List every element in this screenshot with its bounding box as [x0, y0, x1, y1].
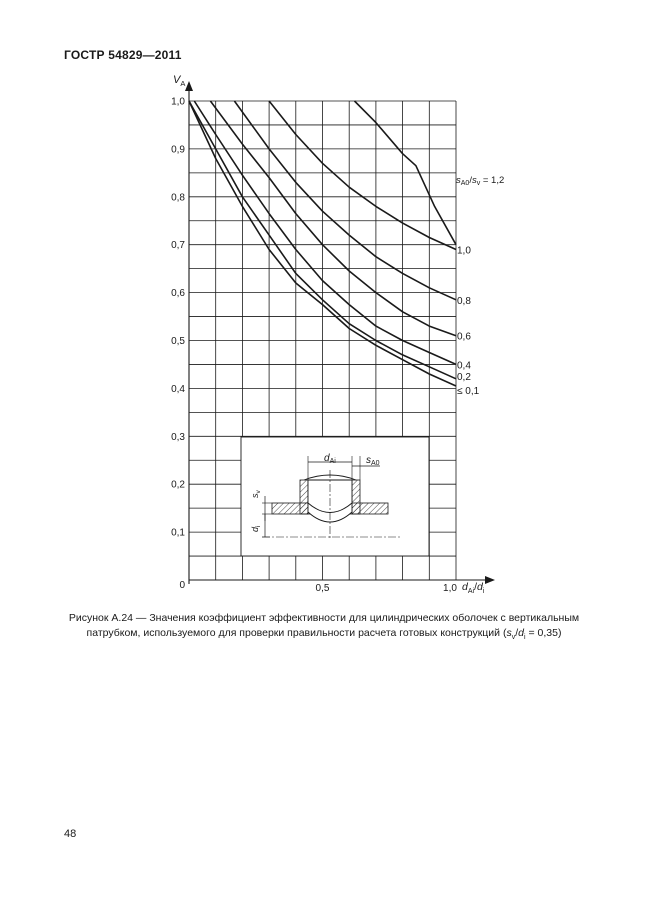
figure-caption [64, 611, 584, 645]
series-line [194, 101, 456, 364]
x-axis-label: $d_{Ai}/d_i$ [462, 581, 485, 595]
inset-label-sA0: $s_{A0}$ [366, 455, 380, 467]
series-label: 1,0 [457, 245, 471, 257]
y-tick-label: 0,1 [171, 527, 185, 539]
series-line [269, 101, 456, 250]
series-label: 0,4 [457, 360, 471, 372]
y-tick-label: 0,9 [171, 144, 185, 156]
curve-parameter-label: $s_{A0}/s_v = 1,2$ [456, 175, 505, 187]
series-label: 0,8 [457, 295, 471, 307]
y-tick-label: 0,2 [171, 479, 185, 491]
x-tick-label: 1,0 [443, 583, 457, 594]
series-line [210, 101, 456, 336]
page-number: 48 [64, 828, 77, 840]
series-labels [457, 245, 480, 397]
y-axis-label: $V_A$ [173, 74, 186, 88]
inset-label-dAi: $d_{Ai}$ [324, 453, 336, 465]
y-tick-label: 0,5 [171, 336, 185, 347]
nozzle-inset-diagram [241, 437, 429, 556]
y-tick-label: 0,3 [171, 431, 185, 443]
x-axis-arrow [485, 576, 495, 584]
series-label: 0,2 [457, 371, 471, 383]
inset-label-di: $d_i$ [250, 525, 262, 532]
y-tick-label: 0,6 [171, 288, 185, 300]
inset-label-sv: $s_v$ [250, 490, 262, 498]
caption-line-2: патрубком, используемого для проверки правильности расчета готовых конструкций $(s_v/d_i = 0,35)$ [86, 627, 562, 642]
series-label: ≤ 0,1 [457, 386, 480, 398]
y-tick-label: 0,8 [171, 192, 185, 204]
caption-line-1: Рисунок А.24 — Значения коэффициент эффективности для цилиндрических оболочек с вертикальным [68, 612, 580, 624]
y-axis-arrow [185, 81, 193, 91]
series-line [234, 101, 456, 300]
origin-label: 0 [179, 580, 185, 591]
y-tick-label: 0,4 [171, 383, 185, 395]
x-tick-label: 0,5 [315, 583, 330, 594]
y-tick-label: 0,7 [171, 240, 185, 252]
y-tick-label: 1,0 [171, 96, 185, 108]
document-header: ГОСТР 54829—2011 [64, 48, 182, 62]
series-label: 0,6 [457, 331, 471, 343]
